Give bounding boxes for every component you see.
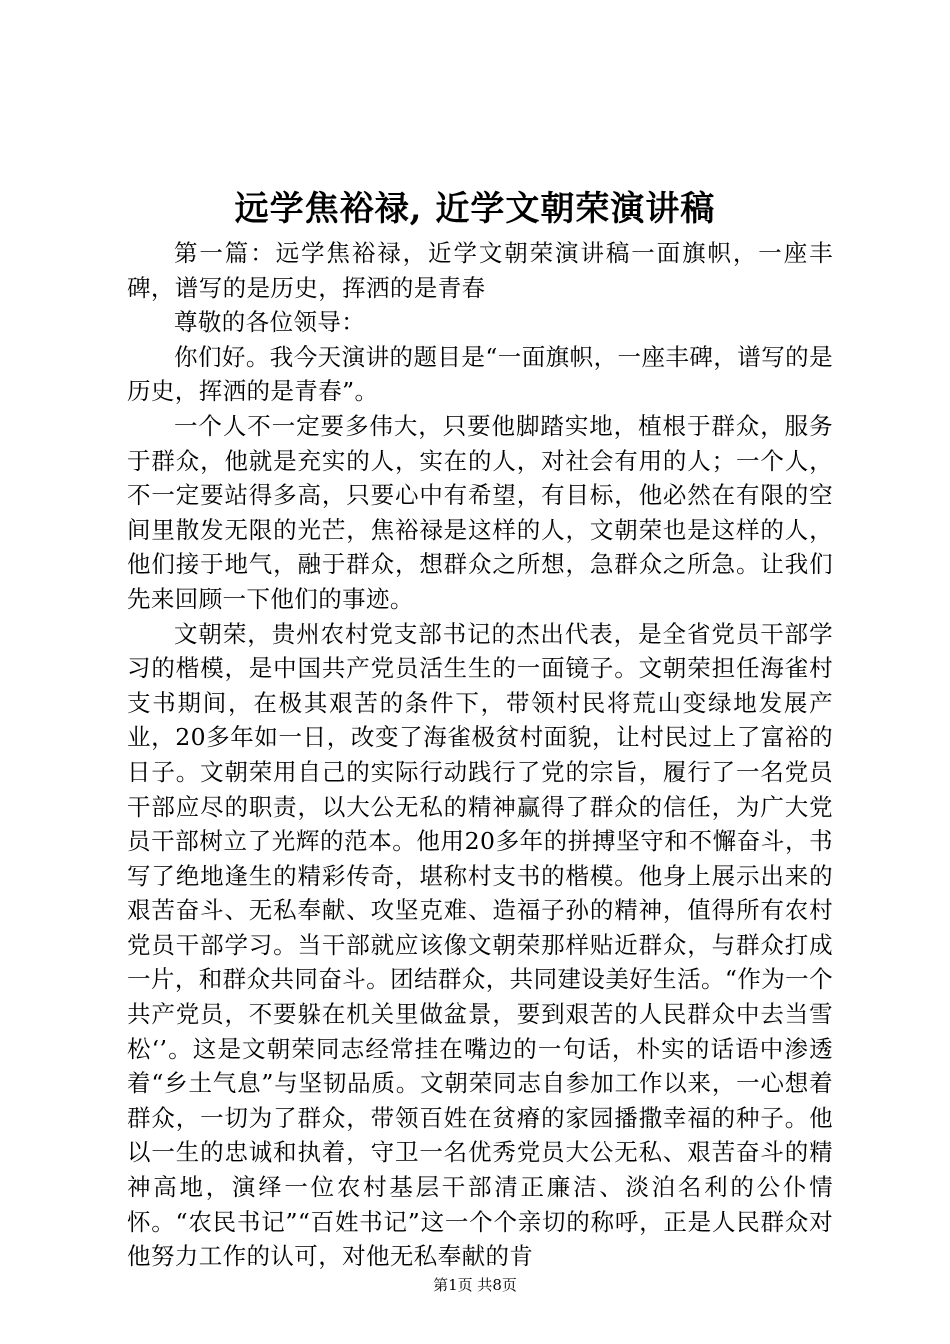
- document-body: [127, 236, 833, 1274]
- paragraph-greeting: 你们好。我今天演讲的题目是“一面旗帜，一座丰碑，谱写的是历史，挥洒的是青春”。: [127, 342, 833, 406]
- paragraph-intro-heading: 第一篇：远学焦裕禄，近学文朝荣演讲稿一面旗帜，一座丰碑，谱写的是历史，挥洒的是青春: [127, 239, 833, 302]
- paragraph-opening: 一个人不一定要多伟大，只要他脚踏实地，植根于群众，服务于群众，他就是充实的人，实在的人，对社会有用的人；一个人，不一定要站得多高，只要心中有希望，有目标，他必然在有限的空间里散发无限的光芒，焦裕禄是这样的人，文朝荣也是这样的人，他们接于地气，融于群众，想群众之所想，急群众之所急。让我们先来回顾一下他们的事迹。: [127, 411, 833, 613]
- paragraph-wen-chaorong: 文朝荣，贵州农村党支部书记的杰出代表，是全省党员干部学习的楷模，是中国共产党员活生生的一面镜子。文朝荣担任海雀村支书期间，在极其艰苦的条件下，带领村民将荒山变绿地发展产业，20多年如一日，改变了海雀极贫村面貌，让村民过上了富裕的日子。文朝荣用自己的实际行动践行了党的宗旨，履行了一名党员干部应尽的职责，以大公无私的精神赢得了群众的信任，为广大党员干部树立了光辉的范本。他用20多年的拼搏坚守和不懈奋斗，书写了绝地逢生的精彩传奇，堪称村支书的楷模。他身上展示出来的艰苦奋斗、无私奉献、攻坚克难、造福子孙的精神，值得所有农村党员干部学习。当干部就应该像文朝荣那样贴近群众，与群众打成一片，和群众共同奋斗。团结群众，共同建设美好生活。“作为一个共产党员，不要躲在机关里做盆景，要到艰苦的人民群众中去当雪松‘’。这是文朝荣同志经常挂在嘴边的一句话，朴实的话语中渗透着“乡土气息”与坚韧品质。文朝荣同志自参加工作以来，一心想着群众，一切为了群众，带领百姓在贫瘠的家园播撒幸福的种子。他以一生的忠诚和执着，守卫一名优秀党员大公无私、艰苦奋斗的精神高地，演绎一位农村基层干部清正廉洁、淡泊名利的公仆情怀。“农民书记”“百姓书记”这一个个亲切的称呼，正是人民群众对他努力工作的认可，对他无私奉献的肯: [127, 619, 833, 1271]
- paragraph-salutation: 尊敬的各位领导：: [174, 308, 366, 337]
- document-title: 远学焦裕禄, 近学文朝荣演讲稿: [234, 189, 716, 229]
- page-number-footer: 第1页 共8页: [433, 1276, 517, 1294]
